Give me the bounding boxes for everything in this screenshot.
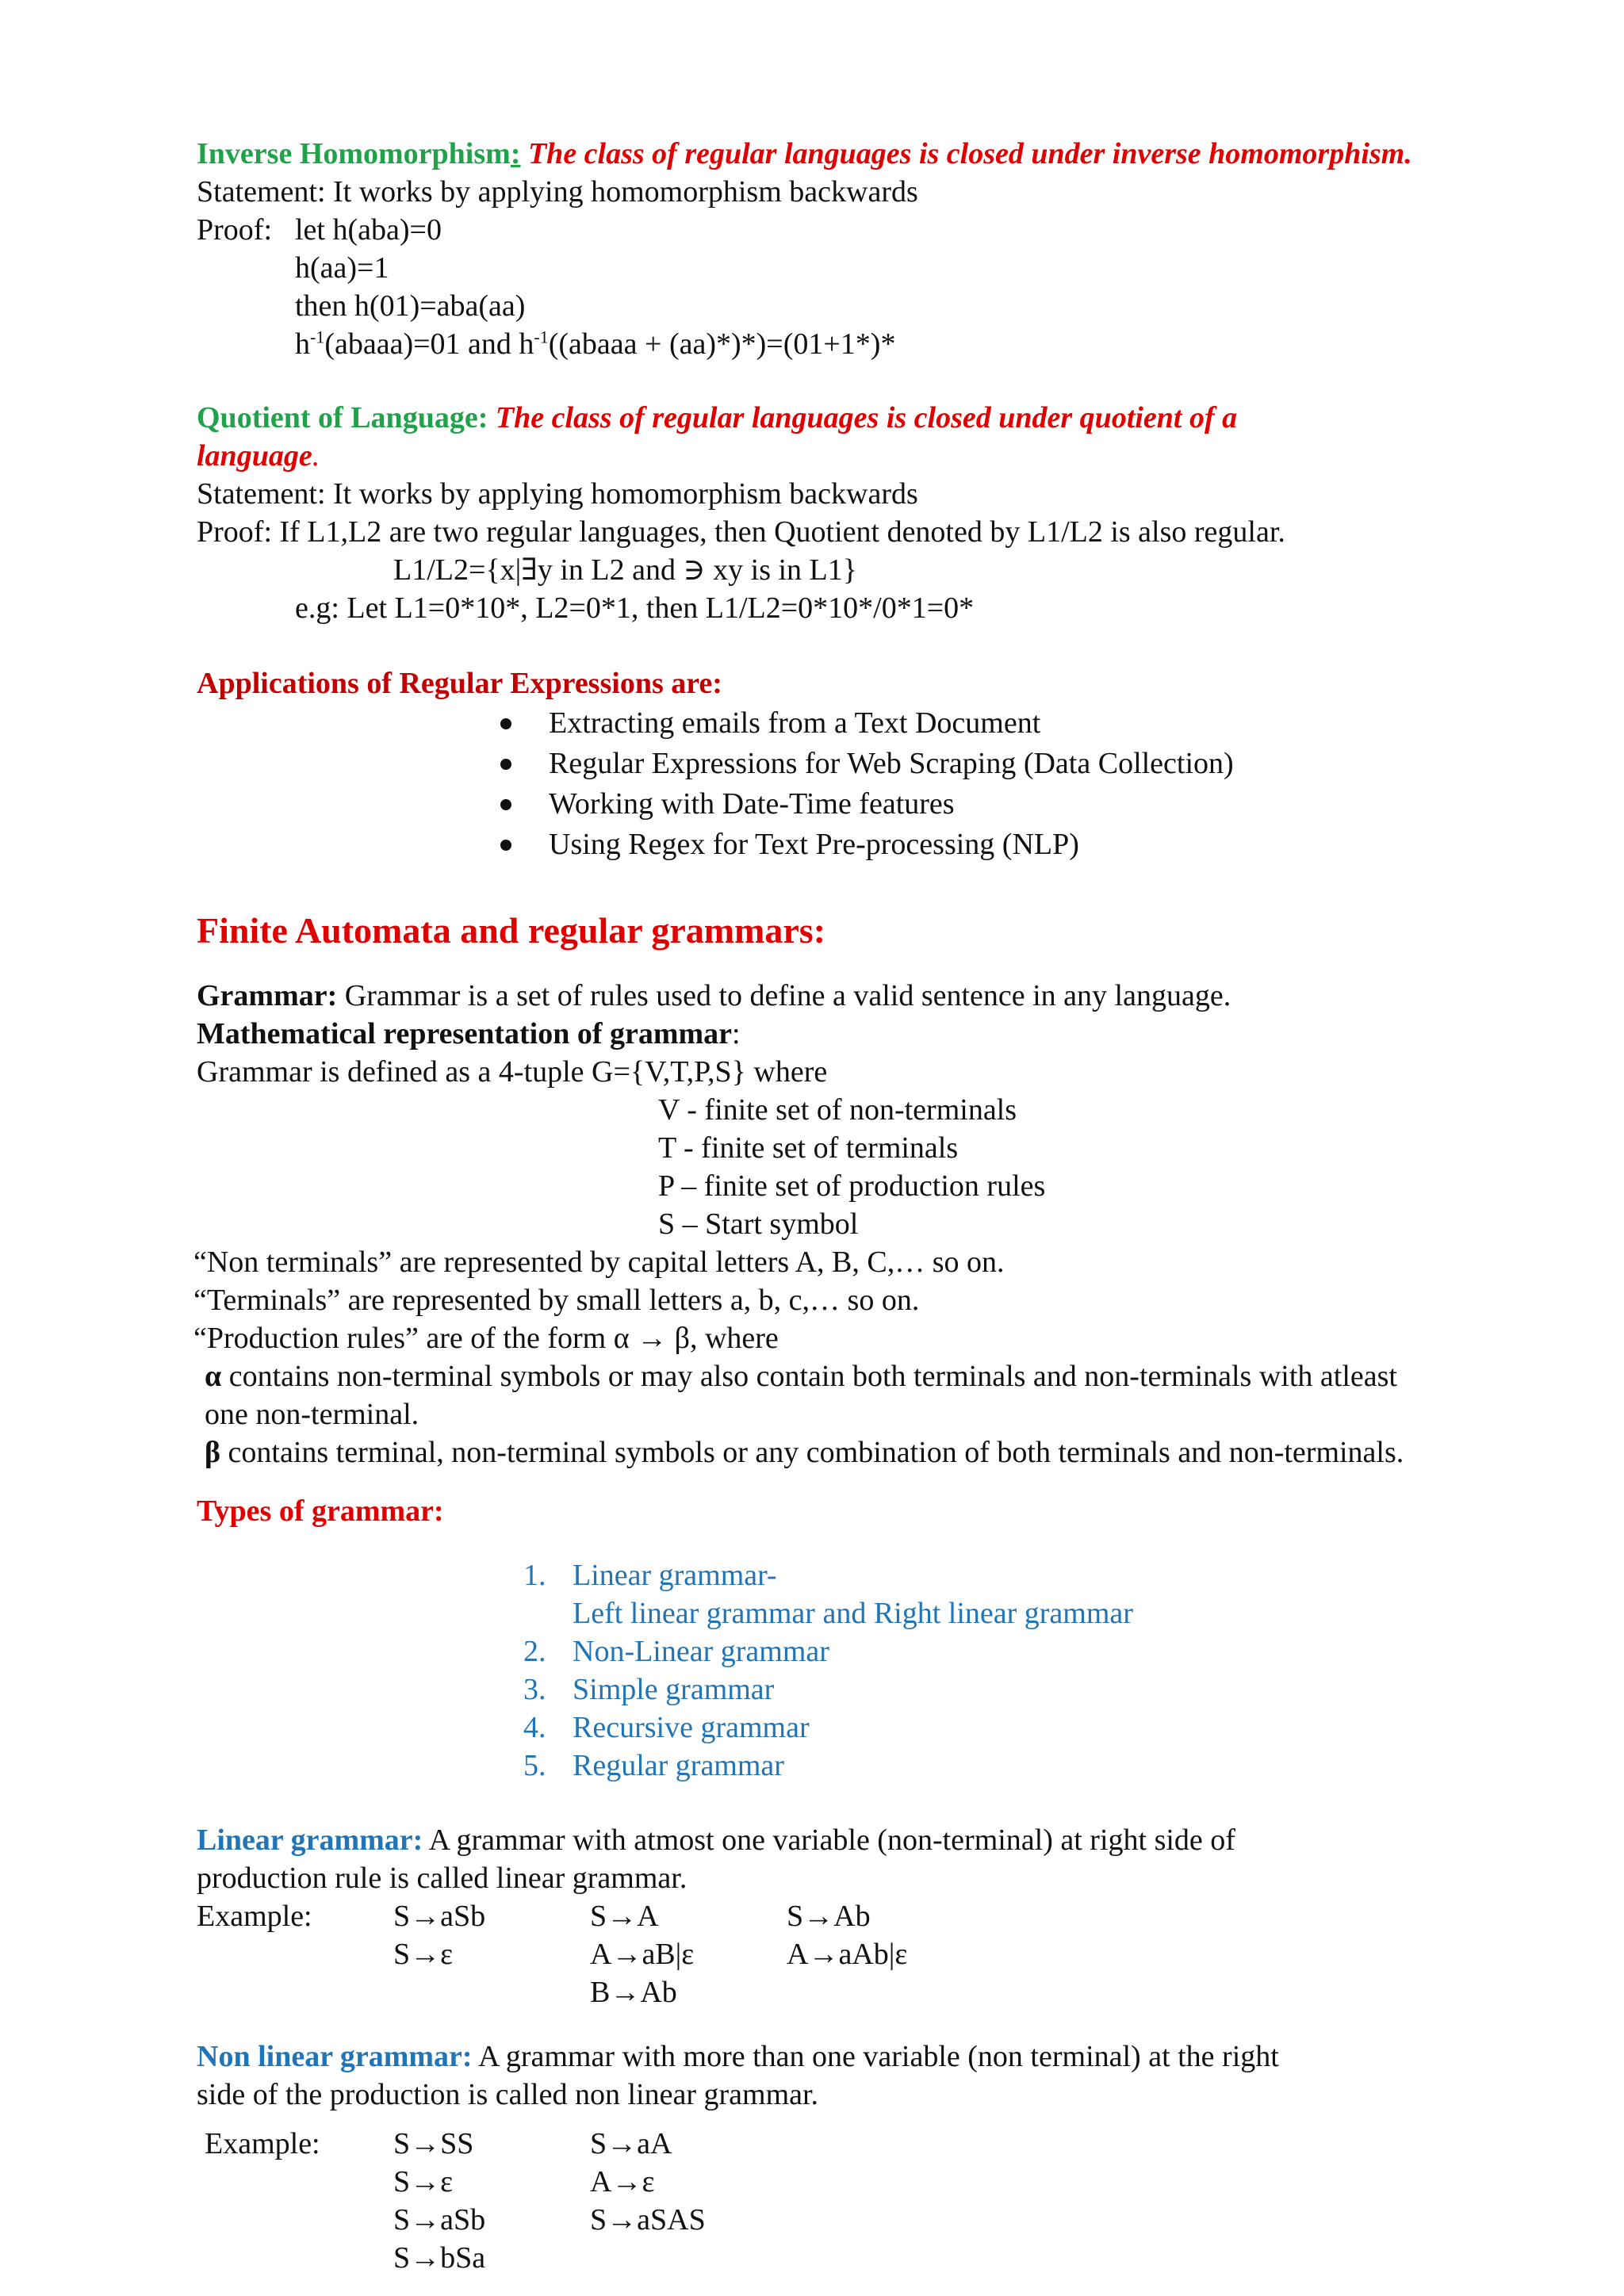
- production-rule: S→Ab: [787, 1900, 871, 1933]
- quotient-heading: Quotient of Language:: [197, 401, 488, 434]
- tuple-item: S – Start symbol: [658, 1207, 859, 1241]
- quotient-statement: Statement: It works by applying homomorphism backwards: [197, 477, 918, 511]
- production-rule: S→ε: [393, 2165, 454, 2198]
- production-rule: S→aSb: [393, 1900, 486, 1933]
- alpha-symbol: α: [205, 1360, 222, 1393]
- nonterminals-line: “Non terminals” are represented by capital letters A, B, C,… so on.: [193, 1246, 1005, 1279]
- applications-heading: Applications of Regular Expressions are:: [197, 667, 722, 700]
- quotient-claim-line-1: The class of regular languages is closed under quotient of a: [495, 401, 1238, 434]
- non-linear-grammar-heading: Non linear grammar:: [197, 2040, 473, 2073]
- production-rule: S→ε: [393, 1938, 454, 1971]
- tuple-line: Grammar is defined as a 4-tuple G={V,T,P,S} where: [197, 1055, 828, 1089]
- grammar-label: Grammar:: [197, 979, 338, 1012]
- proof-line-4-part2: (abaaa)=01 and h: [324, 327, 534, 361]
- grammar-type-number: 5.: [523, 1749, 546, 1782]
- proof-line-1: let h(aba)=0: [295, 213, 442, 247]
- bullet-icon: [500, 759, 511, 770]
- terminals-line: “Terminals” are represented by small letters a, b, c,… so on.: [193, 1284, 920, 1317]
- linear-grammar-heading: Linear grammar:: [197, 1823, 423, 1857]
- production-rule: S→SS: [393, 2127, 474, 2160]
- non-linear-grammar-line-1: [197, 2038, 1279, 2076]
- application-item: Regular Expressions for Web Scraping (Data Collection): [549, 747, 1234, 780]
- linear-grammar-line-1: [197, 1821, 1235, 1859]
- quotient-definition: L1/L2={x|∃y in L2 and ∋ xy is in L1}: [393, 553, 857, 587]
- application-item: Working with Date-Time features: [549, 787, 955, 821]
- inverse-superscript-2: -1: [534, 327, 549, 347]
- proof-line-4: [295, 325, 895, 363]
- grammar-definition: Grammar is a set of rules used to define a valid sentence in any language.: [337, 979, 1231, 1012]
- grammar-type-item: Non-Linear grammar: [573, 1635, 829, 1668]
- quotient-claim-line-2: language: [197, 439, 312, 473]
- grammar-type-number: 4.: [523, 1711, 546, 1744]
- linear-grammar-def-1: A grammar with atmost one variable (non-terminal) at right side of: [423, 1823, 1235, 1857]
- heading-colon: :: [510, 137, 521, 170]
- tuple-item: V - finite set of non-terminals: [658, 1093, 1017, 1127]
- production-rule: S→aSAS: [590, 2203, 706, 2237]
- quotient-claim-period: .: [312, 439, 320, 473]
- finite-automata-heading: Finite Automata and regular grammars:: [197, 910, 826, 951]
- quotient-title-line: [197, 399, 1237, 437]
- grammar-type-item: Regular grammar: [573, 1749, 784, 1782]
- production-rules-line: “Production rules” are of the form α → β, where: [193, 1322, 779, 1355]
- production-rule: S→aSb: [393, 2203, 486, 2237]
- application-item: Extracting emails from a Text Document: [549, 706, 1041, 740]
- production-rule: S→bSa: [393, 2241, 486, 2275]
- grammar-type-subitem: Left linear grammar and Right linear grammar: [573, 1597, 1133, 1630]
- production-rule: B→Ab: [590, 1976, 677, 2009]
- non-linear-grammar-example-label: Example:: [205, 2127, 320, 2160]
- bullet-icon: [500, 840, 511, 851]
- alpha-line-2: one non-terminal.: [205, 1398, 419, 1431]
- production-rule: A→aAb|ε: [787, 1938, 908, 1971]
- inverse-homomorphism-heading: Inverse Homomorphism: [197, 137, 511, 170]
- grammar-definition-line: [197, 977, 1231, 1015]
- proof-line-2: h(aa)=1: [295, 251, 389, 285]
- grammar-type-item: Linear grammar-: [573, 1559, 777, 1592]
- grammar-type-item: Simple grammar: [573, 1673, 775, 1706]
- production-rule: S→aA: [590, 2127, 672, 2160]
- inverse-superscript-1: -1: [310, 327, 325, 347]
- production-rule: A→aB|ε: [590, 1938, 695, 1971]
- beta-line: [205, 1433, 1404, 1471]
- beta-text: contains terminal, non-terminal symbols or any combination of both terminals and non-terminals.: [220, 1436, 1404, 1469]
- grammar-type-number: 2.: [523, 1635, 546, 1668]
- inverse-homomorphism-statement: Statement: It works by applying homomorphism backwards: [197, 175, 918, 209]
- math-representation-colon: :: [732, 1017, 741, 1050]
- alpha-line-1: [205, 1357, 1397, 1395]
- inverse-homomorphism-title-line: [197, 135, 1412, 173]
- proof-line-3: then h(01)=aba(aa): [295, 289, 526, 323]
- grammar-type-item: Recursive grammar: [573, 1711, 810, 1744]
- proof-line-4-part1: h: [295, 327, 310, 361]
- linear-grammar-def-2: production rule is called linear grammar.: [197, 1862, 688, 1895]
- proof-line-4-part3: ((abaaa + (aa)*)*)=(01+1*)*: [548, 327, 896, 361]
- non-linear-grammar-def-2: side of the production is called non linear grammar.: [197, 2078, 819, 2111]
- grammar-type-number: 1.: [523, 1559, 546, 1592]
- non-linear-grammar-def-1: A grammar with more than one variable (non terminal) at the right: [472, 2040, 1279, 2073]
- bullet-icon: [500, 718, 511, 729]
- grammar-type-number: 3.: [523, 1673, 546, 1706]
- tuple-item: T - finite set of terminals: [658, 1131, 959, 1165]
- tuple-item: P – finite set of production rules: [658, 1169, 1046, 1203]
- beta-symbol: β: [205, 1436, 221, 1469]
- math-representation-line: [197, 1015, 741, 1053]
- types-of-grammar-heading: Types of grammar:: [197, 1494, 444, 1528]
- quotient-claim-line-2-wrap: [197, 437, 320, 475]
- alpha-text: contains non-terminal symbols or may also contain both terminals and non-terminals with atleast: [221, 1360, 1397, 1393]
- linear-grammar-example-label: Example:: [197, 1900, 312, 1933]
- quotient-proof: Proof: If L1,L2 are two regular languages, then Quotient denoted by L1/L2 is also regular.: [197, 515, 1285, 549]
- inverse-homomorphism-claim: The class of regular languages is closed under inverse homomorphism.: [527, 137, 1412, 170]
- production-rule: S→A: [590, 1900, 659, 1933]
- quotient-example: e.g: Let L1=0*10*, L2=0*1, then L1/L2=0*10*/0*1=0*: [295, 591, 975, 625]
- bullet-icon: [500, 799, 511, 810]
- proof-label: Proof:: [197, 213, 272, 247]
- production-rule: A→ε: [590, 2165, 655, 2198]
- application-item: Using Regex for Text Pre-processing (NLP): [549, 828, 1079, 861]
- math-representation-label: Mathematical representation of grammar: [197, 1017, 733, 1050]
